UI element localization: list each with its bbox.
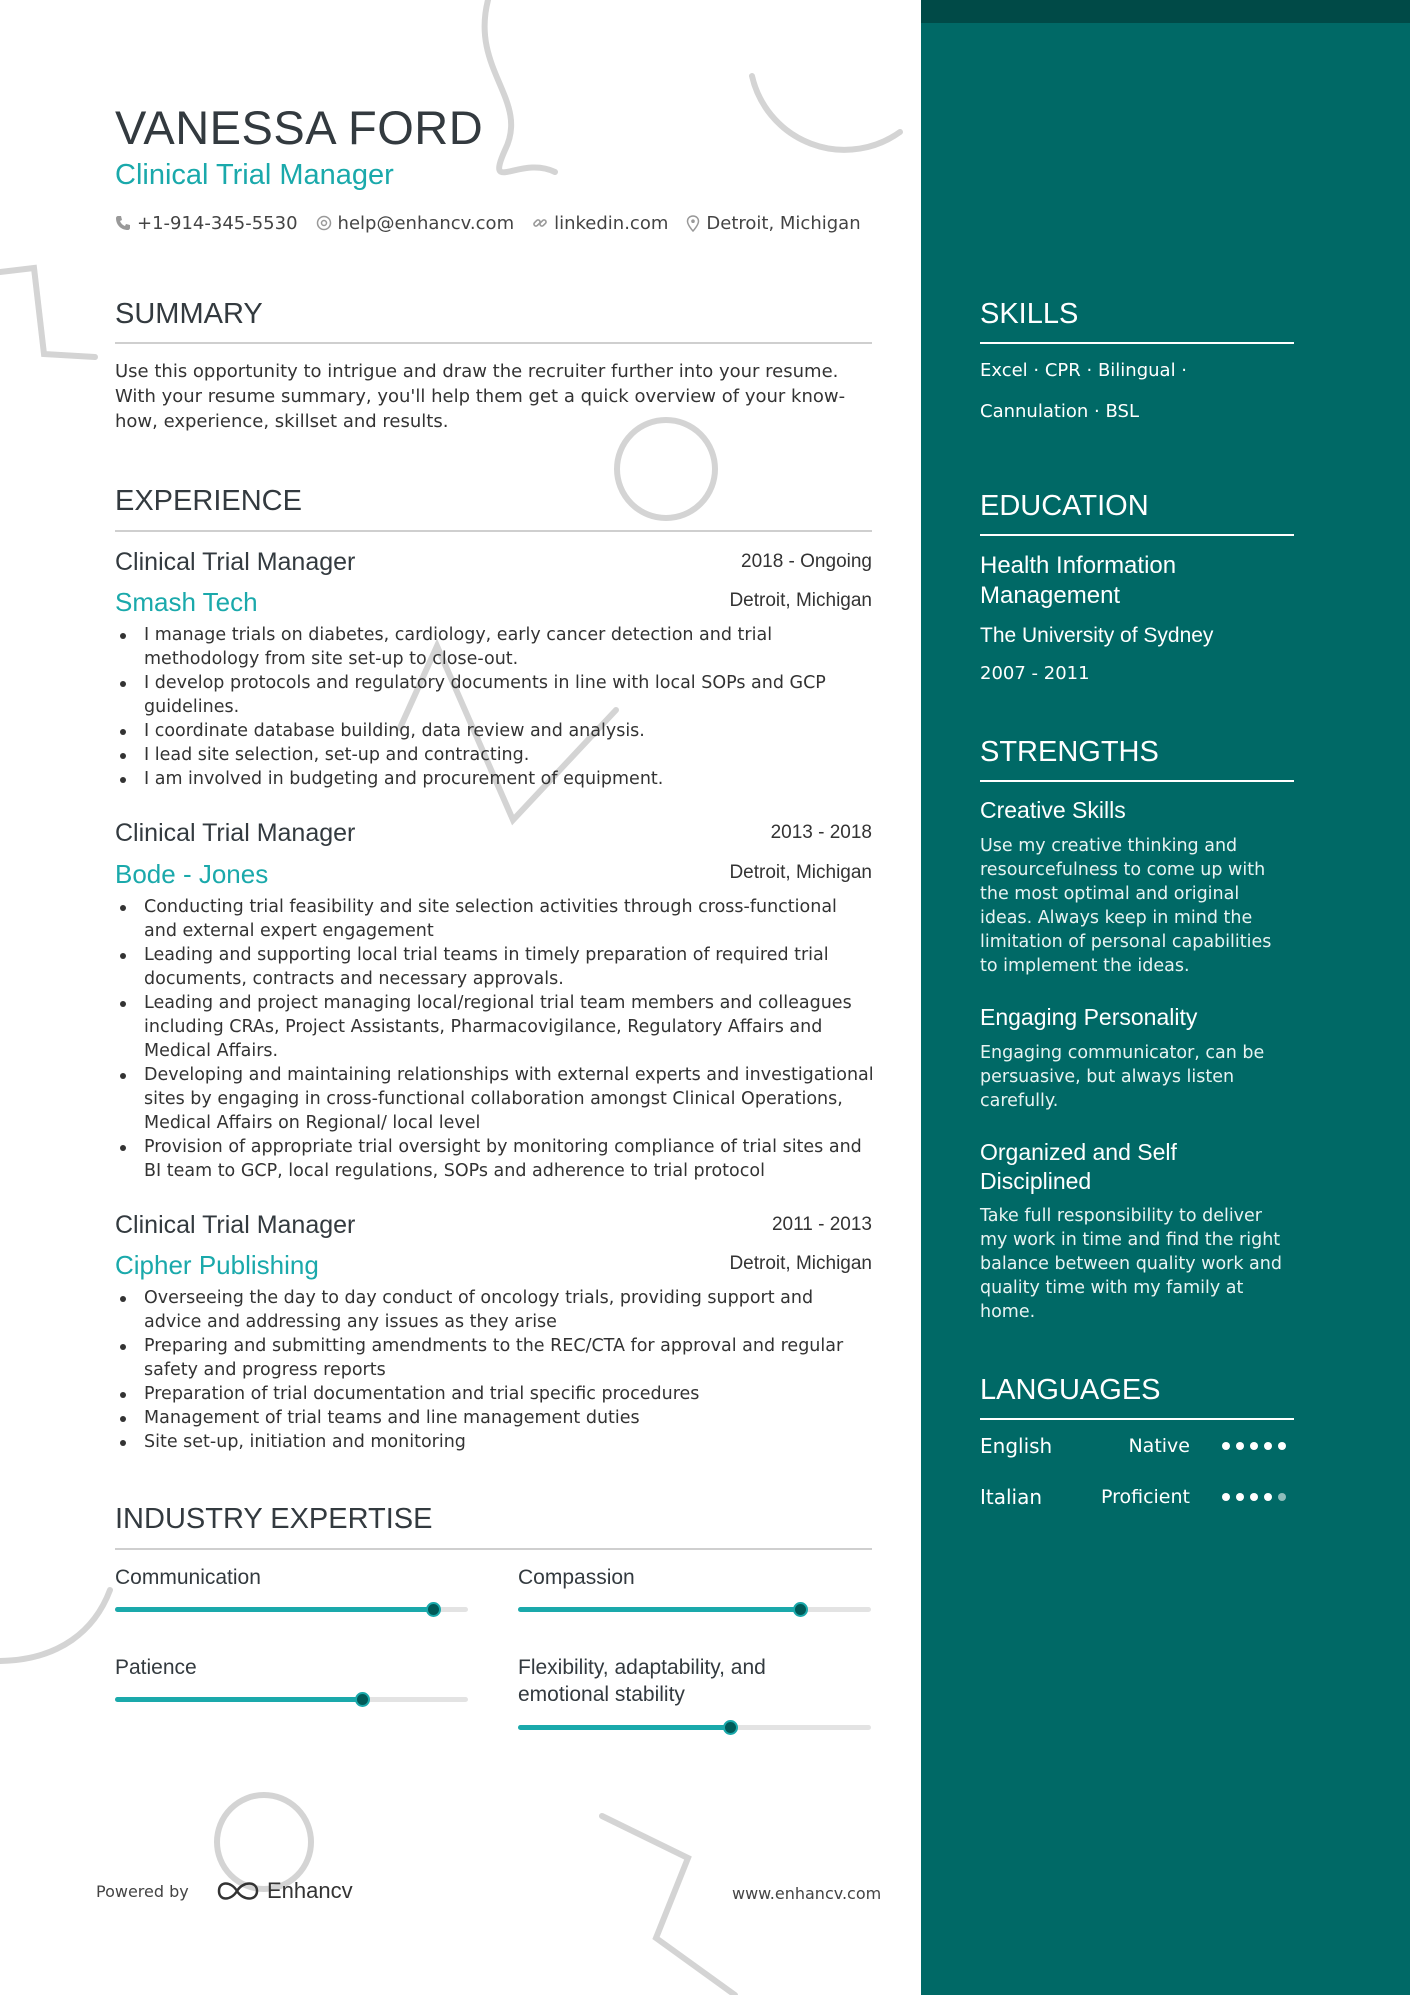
expertise-bar	[115, 1697, 468, 1702]
experience-divider	[115, 530, 872, 532]
sidebar-top-bar	[921, 0, 1410, 23]
rating-dot	[1250, 1442, 1258, 1450]
expertise-label: Patience	[115, 1656, 197, 1679]
job-bullets	[115, 623, 875, 791]
expertise-bar-knob	[723, 1720, 738, 1735]
skills-list-line-2: Cannulation · BSL	[980, 401, 1139, 422]
expertise-bar-fill	[518, 1725, 730, 1730]
phone-icon	[115, 215, 131, 231]
expertise-bar-knob	[355, 1692, 370, 1707]
expertise-bar-knob	[426, 1602, 441, 1617]
contact-location	[686, 213, 860, 234]
language-name: Italian	[980, 1485, 1043, 1509]
list-item: I am involved in budgeting and procurement of equipment.	[115, 767, 875, 791]
strength-title: Creative Skills	[980, 797, 1126, 823]
expertise-divider	[115, 1548, 872, 1550]
strengths-heading: STRENGTHS	[980, 736, 1159, 768]
languages-divider	[980, 1418, 1294, 1420]
rating-dot	[1236, 1493, 1244, 1501]
education-dates: 2007 - 2011	[980, 663, 1090, 684]
education-heading: EDUCATION	[980, 490, 1149, 522]
list-item: Overseeing the day to day conduct of oncology trials, providing support and advice and addressing any issues as they arise	[115, 1286, 875, 1334]
education-school: The University of Sydney	[980, 624, 1214, 647]
list-item: I develop protocols and regulatory documents in line with local SOPs and GCP guidelines.	[115, 671, 875, 719]
experience-heading: EXPERIENCE	[115, 485, 302, 517]
rating-dot	[1278, 1442, 1286, 1450]
expertise-bar-fill	[115, 1607, 433, 1612]
list-item: I coordinate database building, data review and analysis.	[115, 719, 875, 743]
job-dates: 2013 - 2018	[770, 822, 872, 843]
rating-dot	[1264, 1442, 1272, 1450]
expertise-label: Flexibility, adaptability, and emotional stability	[518, 1656, 766, 1706]
list-item: Preparation of trial documentation and trial specific procedures	[115, 1382, 875, 1406]
list-item: Conducting trial feasibility and site selection activities through cross-functional and external expert engagement	[115, 895, 875, 943]
job-company[interactable]: Cipher Publishing	[115, 1250, 319, 1280]
expertise-label: Communication	[115, 1566, 261, 1589]
job-title: Clinical Trial Manager	[115, 1211, 356, 1239]
list-item: Developing and maintaining relationships with external experts and investigational sites by engaging in cross-functional collaboration amongst Clinical Operations, Medical Affairs on Regional/ local level	[115, 1063, 875, 1135]
job-company[interactable]: Bode - Jones	[115, 859, 269, 889]
list-item: Leading and project managing local/regional trial team members and colleagues including CRAs, Project Assistants, Pharmacovigilance, Regulatory Affairs and Medical Affairs.	[115, 991, 875, 1063]
link-icon	[532, 215, 548, 231]
expertise-label: Compassion	[518, 1566, 635, 1589]
skills-divider	[980, 342, 1294, 344]
contact-email[interactable]	[316, 213, 515, 234]
footer-powered-by: Powered by	[96, 1882, 189, 1901]
list-item: Leading and supporting local trial teams in timely preparation of required trial documents, contracts and necessary approvals.	[115, 943, 875, 991]
contact-phone-text: +1-914-345-5530	[137, 212, 298, 234]
candidate-role: Clinical Trial Manager	[115, 159, 394, 191]
candidate-name: VANESSA FORD	[115, 101, 484, 154]
contact-linkedin[interactable]	[532, 213, 668, 234]
strength-description: Take full responsibility to deliver my work in time and find the right balance between quality work and quality time with my family at home.	[980, 1206, 1282, 1322]
footer-logo-text: Enhancv	[267, 1878, 353, 1903]
at-icon	[316, 215, 332, 231]
job-location: Detroit, Michigan	[729, 1253, 872, 1274]
skills-heading: SKILLS	[980, 298, 1079, 330]
strength-description: Use my creative thinking and resourcefulness to come up with the most optimal and original ideas. Always keep in mind the limitation of personal capabilities to implement the ideas.	[980, 836, 1272, 976]
strength-description: Engaging communicator, can be persuasive, but always listen carefully.	[980, 1043, 1265, 1111]
job-title: Clinical Trial Manager	[115, 548, 356, 576]
enhancv-logo-icon	[215, 1879, 261, 1903]
education-degree: Health Information Management	[980, 552, 1177, 609]
job-title: Clinical Trial Manager	[115, 819, 356, 847]
contact-location-text: Detroit, Michigan	[706, 212, 861, 234]
expertise-bar-fill	[518, 1607, 800, 1612]
footer-logo[interactable]	[215, 1878, 353, 1904]
strength-title: Organized and Self Disciplined	[980, 1139, 1177, 1194]
list-item: Site set-up, initiation and monitoring	[115, 1430, 875, 1454]
rating-dot	[1222, 1493, 1230, 1501]
language-rating	[1222, 1493, 1292, 1501]
footer-url[interactable]: www.enhancv.com	[732, 1884, 882, 1903]
skills-list-line-1: Excel · CPR · Bilingual ·	[980, 360, 1188, 381]
expertise-bar	[518, 1607, 871, 1612]
summary-divider	[115, 342, 872, 344]
contact-email-text: help@enhancv.com	[337, 212, 515, 234]
rating-dot	[1236, 1442, 1244, 1450]
rating-dot	[1250, 1493, 1258, 1501]
list-item: I lead site selection, set-up and contracting.	[115, 743, 875, 767]
job-bullets	[115, 1286, 875, 1454]
language-name: English	[980, 1434, 1053, 1458]
rating-dot	[1222, 1442, 1230, 1450]
job-bullets	[115, 895, 875, 1183]
rating-dot	[1264, 1493, 1272, 1501]
contact-phone[interactable]	[115, 213, 298, 234]
summary-heading: SUMMARY	[115, 298, 263, 330]
list-item: Provision of appropriate trial oversight by monitoring compliance of trial sites and BI team to GCP, local regulations, SOPs and adherence to trial protocol	[115, 1135, 875, 1183]
job-location: Detroit, Michigan	[729, 862, 872, 883]
strength-title: Engaging Personality	[980, 1004, 1198, 1030]
list-item: I manage trials on diabetes, cardiology, early cancer detection and trial methodology from site set-up to close-out.	[115, 623, 875, 671]
language-rating	[1222, 1442, 1292, 1450]
job-dates: 2018 - Ongoing	[741, 551, 872, 572]
list-item: Management of trial teams and line management duties	[115, 1406, 875, 1430]
contact-linkedin-text: linkedin.com	[554, 212, 669, 234]
rating-dot	[1278, 1493, 1286, 1501]
languages-heading: LANGUAGES	[980, 1374, 1161, 1406]
strengths-divider	[980, 780, 1294, 782]
summary-text: Use this opportunity to intrigue and draw the recruiter further into your resume. With your resume summary, you'll help them get a quick overview of your know-how, experience, skillset and results.	[115, 361, 846, 432]
contact-bar	[115, 210, 879, 236]
job-location: Detroit, Michigan	[729, 590, 872, 611]
list-item: Preparing and submitting amendments to the REC/CTA for approval and regular safety and progress reports	[115, 1334, 875, 1382]
job-dates: 2011 - 2013	[771, 1214, 872, 1235]
location-pin-icon	[686, 215, 700, 232]
expertise-bar-fill	[115, 1697, 362, 1702]
expertise-bar	[115, 1607, 468, 1612]
expertise-bar	[518, 1725, 871, 1730]
education-divider	[980, 534, 1294, 536]
expertise-bar-knob	[793, 1602, 808, 1617]
language-level: Proficient	[1100, 1486, 1190, 1508]
job-company[interactable]: Smash Tech	[115, 587, 258, 617]
expertise-heading: INDUSTRY EXPERTISE	[115, 1503, 433, 1535]
language-level: Native	[1128, 1435, 1190, 1457]
